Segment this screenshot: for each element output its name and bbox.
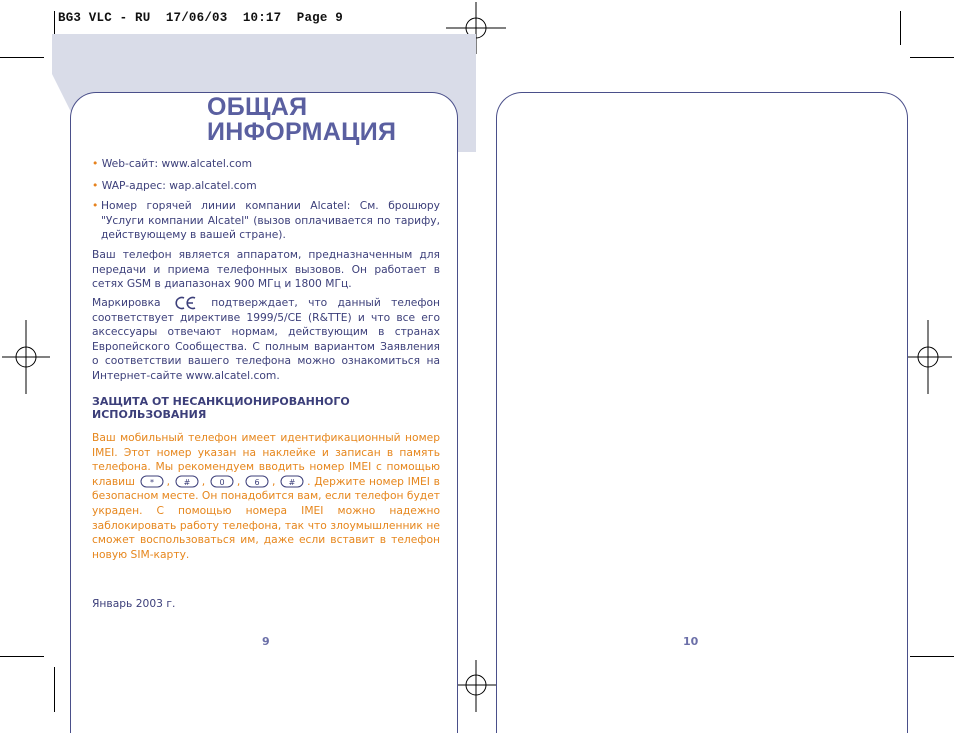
- separator: ,: [271, 474, 276, 488]
- paragraph-ce-conformity: [92, 296, 440, 384]
- right-page-frame: [496, 92, 908, 733]
- key-hash-label: #: [183, 477, 191, 487]
- separator: ,: [236, 474, 241, 488]
- crop-mark: [54, 667, 55, 712]
- key-zero-icon: [210, 475, 236, 489]
- bullet-mark: •: [92, 179, 99, 192]
- date-line: Январь 2003 г.: [92, 597, 176, 610]
- paragraph-imei: [92, 431, 440, 562]
- key-hash-icon: [280, 475, 306, 489]
- paragraph-phone-description: Ваш телефон является аппаратом, предназначенным для передачи и приема телефонных вызовов. Он работает в сетях GSM в диапазонах 900 МГц и 1800 МГц.: [92, 248, 440, 291]
- separator: ,: [166, 474, 170, 488]
- imei-end-text: . Держите номер IMEI в безопасном месте. Он понадобится вам, если телефон будет украден. С помощью номера IMEI можно надежно заблокировать работу телефона, так что злоумышленник не сможет воспользоваться им, даже если вставит в телефон новую SIM-карту.: [92, 474, 440, 561]
- key-six-icon: [245, 475, 271, 489]
- crop-mark: [910, 57, 954, 58]
- registration-mark-right: [902, 320, 954, 394]
- bullet-website-text: Web-сайт: www.alcatel.com: [101, 157, 253, 170]
- ce-body-text: подтверждает, что данный телефон соответствует директиве 1999/5/CE (R&TTE) и что все его аксессуары отвечают нормам, действующим в странах Европейского Сообщества. С полным вариантом Заявления о соответствии вашего телефона можно ознакомиться на Интернет-сайте www.alcatel.com.: [92, 296, 441, 382]
- bullet-website: [92, 157, 440, 172]
- key-hash-icon: [175, 475, 201, 489]
- key-star-label: *: [149, 477, 154, 487]
- key-star-icon: [140, 475, 166, 489]
- page-title: [207, 95, 396, 145]
- registration-mark-left: [0, 320, 52, 394]
- section-subtitle: ЗАЩИТА ОТ НЕСАНКЦИОНИРОВАННОГО ИСПОЛЬЗОВАНИЯ: [92, 395, 350, 421]
- key-six-label: 6: [254, 477, 260, 487]
- bullet-wap-text: WAP-адрес: wap.alcatel.com: [101, 179, 257, 192]
- imei-intro-text: Ваш мобильный телефон имеет идентификационный номер IMEI. Этот номер указан на наклейке и записан в память телефона. Мы рекомендуем вводить номер IMEI с помощью клавиш: [92, 431, 440, 488]
- page-number-left: 9: [262, 635, 270, 648]
- page-number-right: 10: [683, 635, 699, 648]
- bullet-mark: •: [92, 199, 99, 212]
- key-hash-label-2: #: [288, 477, 296, 487]
- bullet-hotline: [92, 199, 440, 243]
- crop-mark: [0, 656, 44, 657]
- ce-mark-icon: [175, 296, 197, 310]
- bullet-hotline-text: Номер горячей линии компании Alcatel: См. брошюру "Услуги компании Alcatel" (вызов оплачивается по тарифу, действующему в вашей стране).: [101, 199, 440, 242]
- crop-mark: [0, 57, 44, 58]
- page-title-line-2: ИНФОРМАЦИЯ: [207, 118, 397, 146]
- crop-mark: [900, 11, 901, 45]
- separator: ,: [201, 474, 206, 488]
- page-title-line-1: ОБЩАЯ: [207, 93, 308, 121]
- crop-mark: [910, 656, 954, 657]
- key-zero-label: 0: [219, 477, 225, 487]
- print-header: BG3 VLC - RU 17/06/03 10:17 Page 9: [58, 11, 343, 25]
- bullet-wap: [92, 179, 440, 194]
- ce-lead-text: Маркировка: [92, 296, 161, 309]
- bullet-mark: •: [92, 157, 99, 170]
